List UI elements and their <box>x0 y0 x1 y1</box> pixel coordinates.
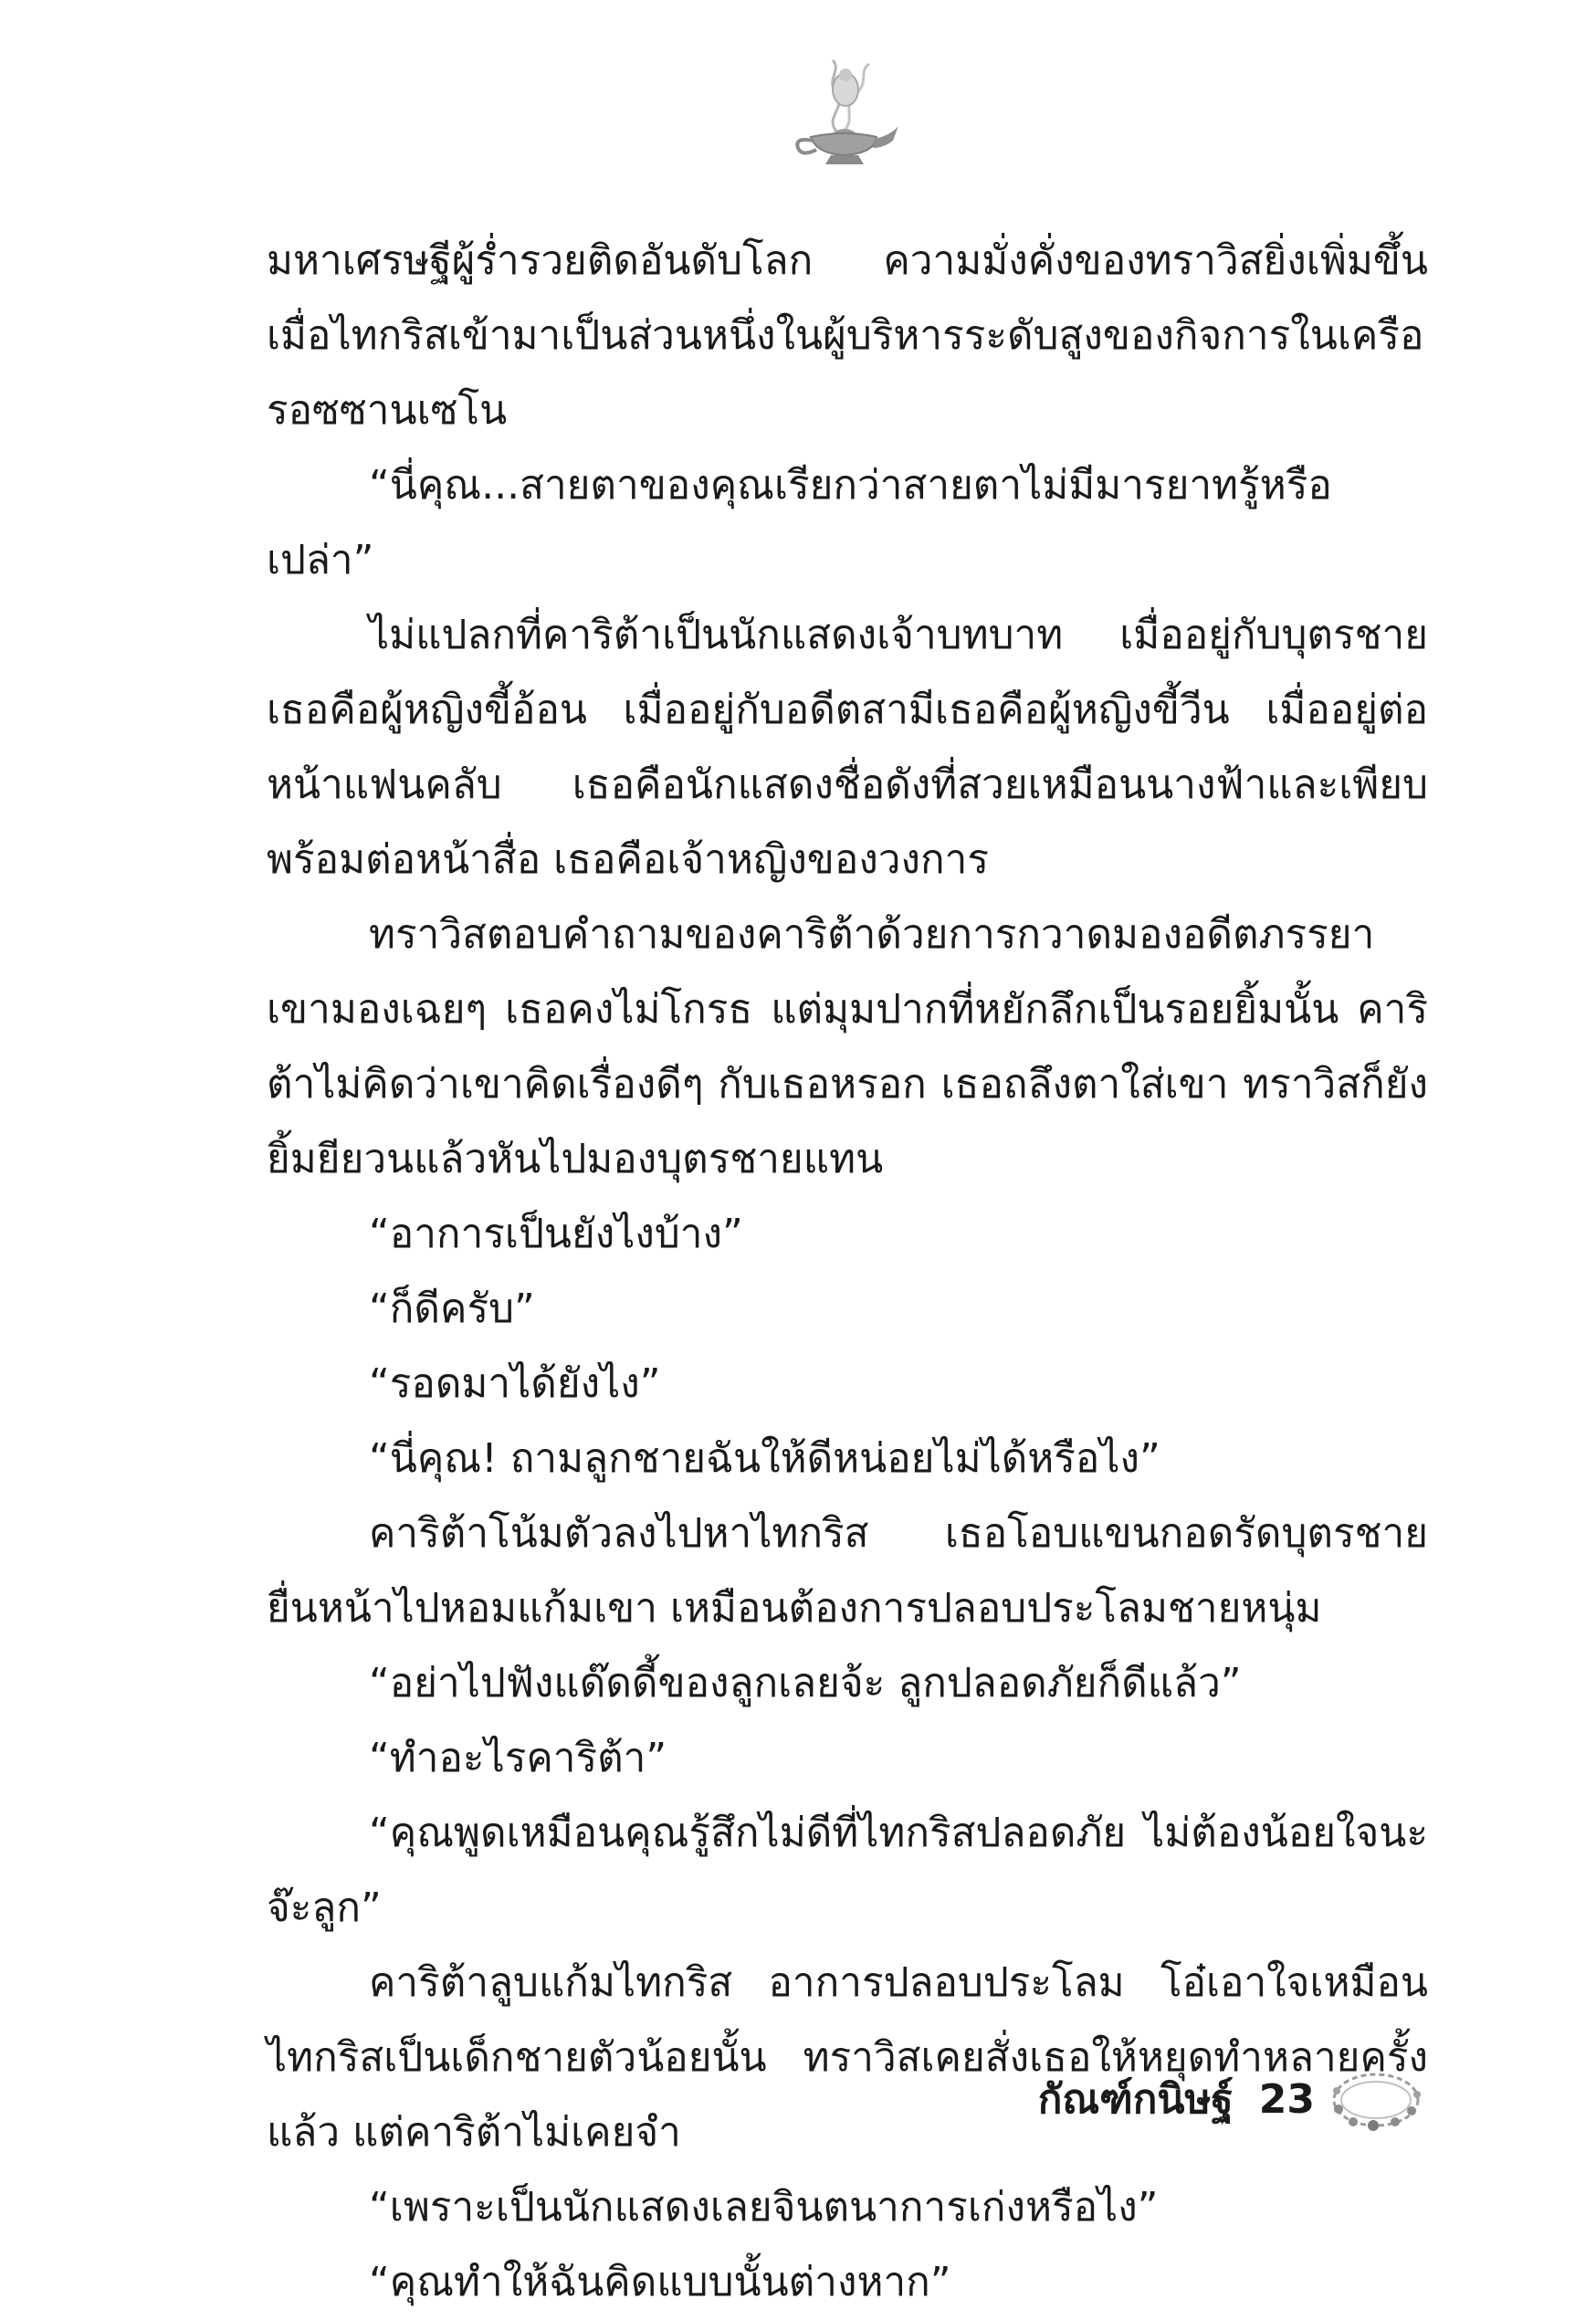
paragraph: “คุณทำให้ฉันคิดแบบนั้นต่างหาก” <box>369 2259 951 2305</box>
paragraph: “คุณพูดเหมือนคุณรู้สึกไม่ดีที่ไทกริสปลอดภัย ไม่ต้องน้อยใจนะจ๊ะลูก” <box>267 1810 1428 1931</box>
paragraph: “อย่าไปฟังแด๊ดดี้ของลูกเลยจ้ะ ลูกปลอดภัยก็ดีแล้ว” <box>369 1660 1242 1706</box>
paragraph: คาริต้าโน้มตัวลงไปหาไทกริส เธอโอบแขนกอดรัดบุตรชาย ยื่นหน้าไปหอมแก้มเขา เหมือนต้องการปลอบประโลมชายหนุ่ม <box>267 1510 1428 1632</box>
page-number: 23 <box>1258 2076 1315 2123</box>
paragraph: “เพราะเป็นนักแสดงเลยจินตนาการเก่งหรือไง” <box>369 2184 1159 2231</box>
paragraph: “นี่คุณ! ถามลูกชายฉันให้ดีหน่อยไม่ได้หรือไง” <box>369 1435 1160 1482</box>
paragraph: “รอดมาได้ยังไง” <box>369 1360 661 1407</box>
genie-lamp-icon <box>785 53 904 172</box>
paragraph: “อาการเป็นยังไงบ้าง” <box>369 1211 743 1257</box>
book-title: กัณฑ์กนิษฐ์ <box>1037 2076 1234 2123</box>
bracelet-icon <box>1326 2065 1426 2136</box>
paragraph: “ก็ดีครับ” <box>369 1286 535 1332</box>
paragraph: “นี่คุณ...สายตาของคุณเรียกว่าสายตาไม่มีมารยาทรู้หรือเปล่า” <box>267 462 1332 583</box>
page-footer <box>0 2073 1315 2127</box>
body-text <box>267 224 1428 2320</box>
paragraph: ทราวิสตอบคำถามของคาริต้าด้วยการกวาดมองอดีตภรรยา เขามองเฉยๆ เธอคงไม่โกรธ แต่มุมปากที่หยักลึกเป็นรอยยิ้มนั้น คาริต้าไม่คิดว่าเขาคิดเรื่องดีๆ กับเธอหรอก เธอถลึงตาใส่เขา ทราวิสก็ยังยิ้มยียวนแล้วหันไปมองบุตรชายแทน <box>267 911 1428 1182</box>
paragraph: ไม่แปลกที่คาริต้าเป็นนักแสดงเจ้าบทบาท เมื่ออยู่กับบุตรชาย เธอคือผู้หญิงขี้อ้อน เมื่ออยู่กับอดีตสามีเธอคือผู้หญิงขี้วีน เมื่ออยู่ต่อหน้าแฟนคลับ เธอคือนักแสดงชื่อดังที่สวยเหมือนนางฟ้าและเพียบพร้อมต่อหน้าสื่อ เธอคือเจ้าหญิงของวงการ <box>267 612 1428 883</box>
paragraph: มหาเศรษฐีผู้ร่ำรวยติดอันดับโลก ความมั่งคั่งของทราวิสยิ่งเพิ่มขึ้น เมื่อไทกริสเข้ามาเป็นส่วนหนึ่งในผู้บริหารระดับสูงของกิจการในเครือรอซซานเซโน <box>267 237 1428 434</box>
paragraph: “ทำอะไรคาริต้า” <box>369 1735 667 1781</box>
paragraph: คาริต้าลูบแก้มไทกริส อาการปลอบประโลม โอ๋เอาใจเหมือนไทกริสเป็นเด็กชายตัวน้อยนั้น ทราวิสเคยสั่งเธอให้หยุดทำหลายครั้งแล้ว แต่คาริต้าไม่เคยจำ <box>267 1959 1428 2156</box>
